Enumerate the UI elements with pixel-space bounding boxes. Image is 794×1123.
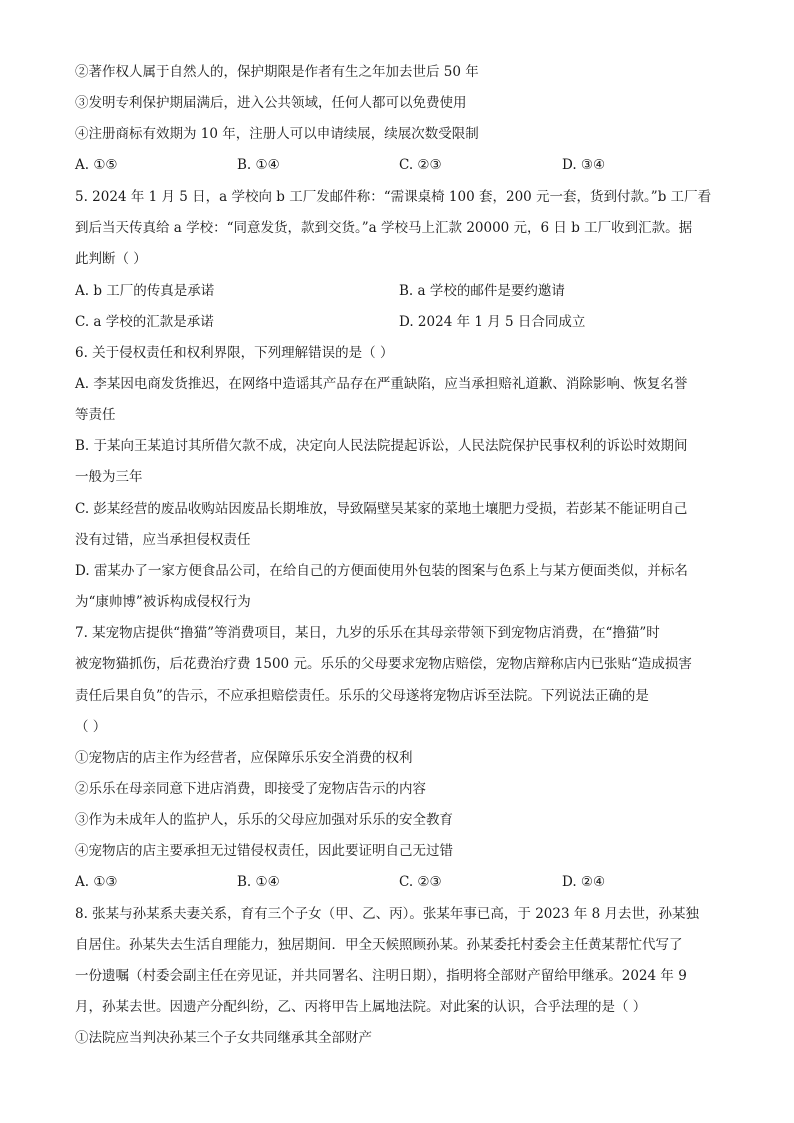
q8-stem-line-2: 自居住。孙某失去生活自理能力，独居期间．甲全天候照顾孙某。孙某委托村委会主任黄某帮忙代写了 <box>75 937 683 953</box>
q7-statement-3: ③作为未成年人的监护人，乐乐的父母应加强对乐乐的安全教育 <box>75 812 453 828</box>
q8-stem-line-4: 月，孙某去世。因遗产分配纠纷，乙、丙将甲告上属地法院。对此案的认识，合乎法理的是（ ） <box>75 999 647 1015</box>
q7-option-a: A. ①③ <box>75 874 118 890</box>
q6-stem: 6. 关于侵权责任和权利界限，下列理解错误的是（ ） <box>75 345 394 361</box>
q8-stem-line-3: 一份遗嘱（村委会副主任在旁见证，并共同署名、注明日期），指明将全部财产留给甲继承。2024 年 9 <box>75 968 687 984</box>
q7-stem-line-3: 责任后果自负”的告示，不应承担赔偿责任。乐乐的父母遂将宠物店诉至法院。下列说法正确的是 <box>75 688 649 704</box>
q5-stem-line-2: 到后当天传真给 a 学校：“同意发货，款到交货。”a 学校马上汇款 20000 元，6 日 b 工厂收到汇款。据 <box>75 220 693 236</box>
q4-option-d: D. ③④ <box>562 157 606 173</box>
q5-option-c: C. a 学校的汇款是承诺 <box>75 314 214 330</box>
q6-option-c-line-2: 没有过错，应当承担侵权责任 <box>75 532 251 548</box>
q4-statement-3: ③发明专利保护期届满后，进入公共领域，任何人都可以免费使用 <box>75 95 467 111</box>
q7-statement-1: ①宠物店的店主作为经营者，应保障乐乐安全消费的权利 <box>75 750 413 766</box>
q7-stem-line-4: （ ） <box>75 719 107 735</box>
q7-option-c: C. ②③ <box>399 874 442 890</box>
q7-option-b: B. ①④ <box>237 874 280 890</box>
q7-statement-2: ②乐乐在母亲同意下进店消费，即接受了宠物店告示的内容 <box>75 781 426 797</box>
q7-stem-line-2: 被宠物猫抓伤，后花费治疗费 1500 元。乐乐的父母要求宠物店赔偿，宠物店辩称店内已张贴“造成损害 <box>75 656 692 672</box>
q6-option-d-line-1: D. 雷某办了一家方便食品公司，在给自己的方便面使用外包装的图案与色系上与某方便面类似，并标名 <box>75 563 688 579</box>
q6-option-c-line-1: C. 彭某经营的废品收购站因废品长期堆放，导致隔壁吴某家的菜地土壤肥力受损，若彭某不能证明自己 <box>75 501 688 517</box>
q8-statement-1: ①法院应当判决孙某三个子女共同继承其全部财产 <box>75 1030 372 1046</box>
q4-option-b: B. ①④ <box>237 157 280 173</box>
q7-stem-line-1: 7. 某宠物店提供“撸猫”等消费项目，某日，九岁的乐乐在其母亲带领下到宠物店消费，在“撸猫”时 <box>75 625 660 641</box>
q5-option-b: B. a 学校的邮件是要约邀请 <box>399 283 565 299</box>
q4-option-a: A. ①⑤ <box>75 157 118 173</box>
q5-stem-line-3: 此判断（ ） <box>75 251 147 267</box>
q5-stem-line-1: 5. 2024 年 1 月 5 日，a 学校向 b 工厂发邮件称：“需课桌椅 100 套，200 元一套，货到付款。”b 工厂看 <box>75 189 712 205</box>
q5-option-d: D. 2024 年 1 月 5 日合同成立 <box>399 314 586 330</box>
q6-option-a-line-2: 等责任 <box>75 407 116 423</box>
q8-stem-line-1: 8. 张某与孙某系夫妻关系，育有三个子女（甲、乙、丙）。张某年事已高，于 2023 年 8 月去世，孙某独 <box>75 906 700 922</box>
q4-option-c: C. ②③ <box>399 157 442 173</box>
q6-option-d-line-2: 为“康帅博”被诉构成侵权行为 <box>75 594 251 610</box>
q7-option-d: D. ②④ <box>562 874 606 890</box>
q4-statement-2: ②著作权人属于自然人的，保护期限是作者有生之年加去世后 50 年 <box>75 64 479 80</box>
q5-option-a: A. b 工厂的传真是承诺 <box>75 283 215 299</box>
q6-option-b-line-2: 一般为三年 <box>75 469 143 485</box>
q7-statement-4: ④宠物店的店主要承担无过错侵权责任，因此要证明自己无过错 <box>75 843 453 859</box>
q4-statement-4: ④注册商标有效期为 10 年，注册人可以申请续展，续展次数受限制 <box>75 126 479 142</box>
q6-option-a-line-1: A. 李某因电商发货推迟，在网络中造谣其产品存在严重缺陷，应当承担赔礼道歉、消除影响、恢复名誉 <box>75 376 688 392</box>
q6-option-b-line-1: B. 于某向王某追讨其所借欠款不成，决定向人民法院提起诉讼，人民法院保护民事权利的诉讼时效期间 <box>75 438 688 454</box>
